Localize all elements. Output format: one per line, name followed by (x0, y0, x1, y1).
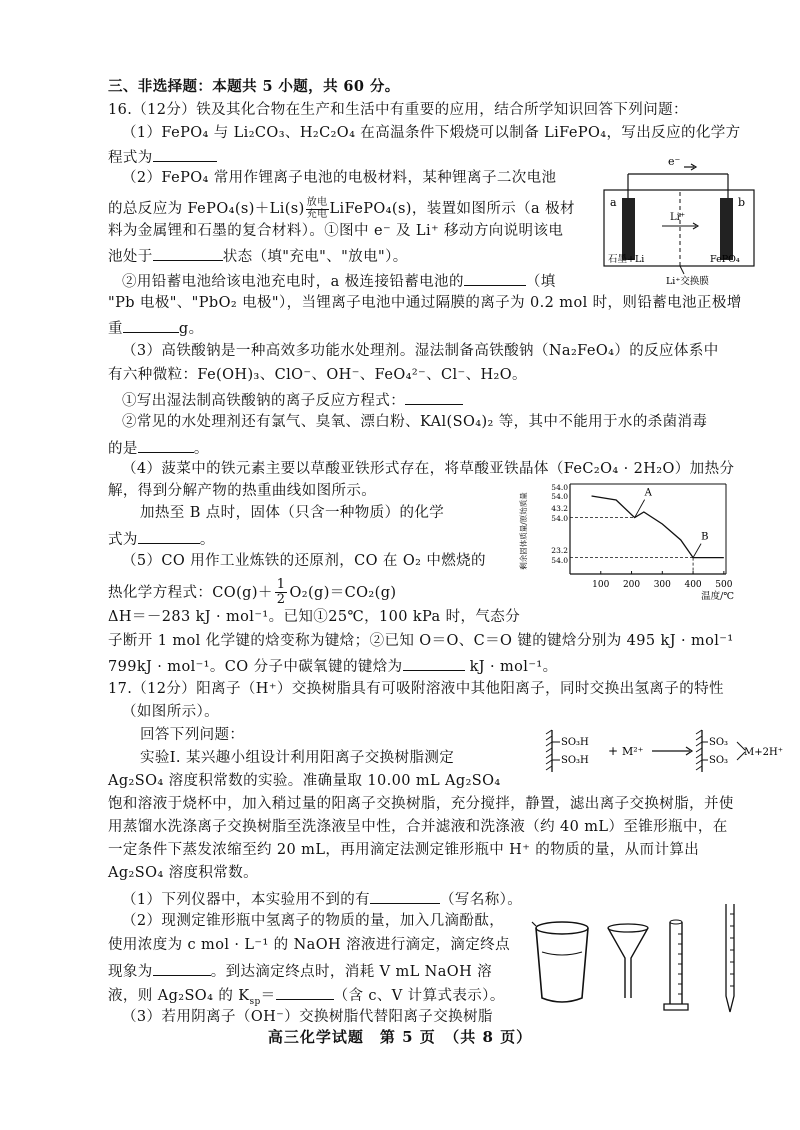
plus-sign: + (608, 744, 619, 758)
answer-blank[interactable] (153, 148, 217, 162)
x-axis-label: 温度/℃ (701, 591, 734, 602)
q16-part3-line3: ①写出湿法制高铁酸钠的离子反应方程式： (122, 391, 463, 409)
q17-sub1: （1）下列仪器中，本实验用不到的有 （写名称）。 (122, 892, 523, 908)
electrode-a-label: a (610, 196, 617, 209)
q16-part1-line2: 程式为 (108, 148, 217, 166)
q16-part2-line4: 池处于 状态（填"充电"、"放电"）。 (108, 249, 408, 265)
q16-part4-line3: 加热至 B 点时，固体（只含一种物质）的化学 (140, 505, 445, 521)
section-header: 三、非选择题：本题共 5 小题，共 60 分。 (108, 78, 400, 95)
point-A-label: A (644, 487, 652, 499)
answer-blank[interactable] (405, 391, 463, 405)
q16-part2-line5: ②用铅蓄电池给该电池充电时，a 极连接铅蓄电池的 （填 (122, 274, 556, 290)
answer-blank[interactable] (370, 890, 440, 904)
q16-part5-line4: 子断开 1 mol 化学键的焓变称为键焓；②已知 O＝O、C＝O 键的键焓分别为 495 kJ · mol⁻¹ (108, 633, 734, 649)
q17-sub2-line4: 液，则 Ag₂SO₄ 的 $K_{sp}=$ （含 c、V 计算式表示）。 (108, 988, 505, 1007)
answer-blank[interactable] (123, 319, 179, 333)
x-tick-label: 300 (653, 580, 671, 590)
product-group-1: SO₃ (709, 737, 729, 748)
q16-part4-line2: 解，得到分解产物的热重曲线如图所示。 (108, 483, 377, 499)
q16-part2-line6: "Pb 电极"、"PbO₂ 电极"），当锂离子电池中通过隔膜的离子为 0.2 mol 时，则铅蓄电池正极增 (108, 295, 742, 311)
y-tick-label: 43.2 (551, 504, 568, 513)
tg-curve (592, 496, 724, 558)
left-material-label: 石墨+Li (608, 254, 645, 265)
q17-sub2-line1: （2）现测定锥形瓶中氢离子的物质的量，加入几滴酚酞， (122, 913, 505, 929)
q17-prompt: 回答下列问题： (140, 727, 245, 743)
q16-stem: 16.（12分）铁及其化合物在生产和生活中有重要的应用，结合所学知识回答下列问题： (108, 102, 688, 118)
beaker-icon (532, 922, 588, 1002)
y-tick-label: 54.0 (551, 556, 568, 565)
q17-sub2-line3: 现象为 。到达滴定终点时，消耗 V mL NaOH 溶 (108, 964, 493, 980)
q16-part4-line4: 式为 。 (108, 532, 215, 548)
reversible-arrow: $\frac{\text{放电}}{\text{充电}}$ (306, 197, 328, 220)
resin-group-2: SO₃H (561, 755, 589, 766)
q17-sub3: （3）若用阴离子（OH⁻）交换树脂代替阳离子交换树脂 (122, 1009, 493, 1025)
y-axis-label: 剩余固体质量/原始质量 (519, 492, 528, 570)
point-B-pointer (693, 544, 701, 558)
pipette-icon (726, 904, 734, 1012)
q17-exp-line1: 实验Ⅰ. 某兴趣小组设计利用阳离子交换树脂测定 (140, 750, 455, 766)
electrode-a (622, 198, 635, 260)
membrane-label: Li⁺交换膜 (666, 276, 709, 287)
q16-part5-line5: 799kJ · mol⁻¹。CO 分子中碳氧键的键焓为 kJ · mol⁻¹。 (108, 659, 558, 675)
point-B-label: B (701, 531, 709, 543)
q16-part2-line2: 的总反应为 FePO₄(s)＋Li(s) $\frac{\text{放电}}{\text{充电}}$ LiFePO₄(s)，装置如图所示（a 极材 (108, 197, 575, 220)
graduated-cylinder-icon (664, 920, 688, 1010)
y-tick-label: 23.2 (551, 546, 568, 555)
y-tick-label: 54.0 (551, 492, 568, 501)
x-tick-label: 400 (684, 580, 702, 590)
q16-part3-line4: ②常见的水处理剂还有氯气、臭氧、漂白粉、KAl(SO₄)₂ 等，其中不能用于水的杀菌消毒 (122, 414, 708, 430)
q16-part5-line2: 热化学方程式：CO(g)＋ $\frac{1}{2}$ O₂(g)＝CO₂(g) (108, 577, 397, 608)
one-half-fraction: $\frac{1}{2}$ (276, 577, 286, 608)
ion-exchange-diagram (540, 726, 785, 780)
answer-blank[interactable] (153, 962, 211, 976)
right-material-label: FePO₄ (710, 254, 740, 265)
q17-sub2-line2: 使用浓度为 c mol · L⁻¹ 的 NaOH 溶液进行滴定，滴定终点 (108, 937, 510, 953)
answer-blank[interactable] (276, 986, 334, 1000)
q17-exp-line6: Ag₂SO₄ 溶度积常数。 (108, 865, 259, 881)
q16-part5-line3: ΔH＝－283 kJ · mol⁻¹。已知①25℃，100 kPa 时，气态分 (108, 609, 521, 625)
q17-exp-line2: Ag₂SO₄ 溶度积常数的实验。准确量取 10.00 mL Ag₂SO₄ (108, 773, 501, 789)
ion-label: Li⁺ (670, 212, 686, 223)
x-tick-label: 100 (592, 580, 610, 590)
resin-group-1: SO₃H (561, 737, 589, 748)
q17-stem-line1: 17.（12分）阳离子（H⁺）交换树脂具有可吸附溶液中其他阳离子，同时交换出氢离子的特性 (108, 681, 724, 697)
q16-part3-line2: 有六种微粒：Fe(OH)₃、ClO⁻、OH⁻、FeO₄²⁻、Cl⁻、H₂O。 (108, 367, 527, 383)
funnel-icon (608, 924, 648, 998)
electrode-b-label: b (738, 196, 746, 209)
battery-diagram (600, 150, 760, 288)
q16-part3-line5: 的是 。 (108, 441, 209, 457)
q16-part5-line1: （5）CO 用作工业炼铁的还原剂，CO 在 O₂ 中燃烧的 (122, 553, 486, 569)
answer-blank[interactable] (138, 530, 200, 544)
product-ions: M+2H⁺ (744, 747, 783, 758)
q17-exp-line4: 用蒸馏水洗涤离子交换树脂至洗涤液呈中性，合并滤液和洗涤液（约 40 mL）至锥形瓶中，在 (108, 819, 728, 835)
page-footer: 高三化学试题 第 5 页 （共 8 页） (267, 1028, 533, 1046)
x-tick-label: 500 (715, 580, 733, 590)
q17-exp-line3: 饱和溶液于烧杯中，加入稍过量的阳离子交换树脂，充分搅拌，静置，滤出离子交换树脂，并使 (108, 796, 734, 812)
y-tick-label: 54.0 (551, 483, 568, 492)
q16-part4-line1: （4）菠菜中的铁元素主要以草酸亚铁形式存在，将草酸亚铁晶体（FeC₂O₄ · 2H₂O）加热分 (122, 461, 735, 477)
q16-part3-line1: （3）高铁酸钠是一种高效多功能水处理剂。湿法制备高铁酸钠（Na₂FeO₄）的反应体系中 (122, 343, 719, 359)
answer-blank[interactable] (138, 439, 194, 453)
electrode-b (720, 198, 733, 260)
q17-stem-line2: （如图所示）。 (122, 704, 220, 720)
answer-blank[interactable] (464, 272, 526, 286)
q16-part1-line1: （1）FePO₄ 与 Li₂CO₃、H₂C₂O₄ 在高温条件下煅烧可以制备 LiFePO₄，写出反应的化学方 (122, 125, 741, 141)
y-tick-label: 54.0 (551, 514, 568, 523)
lab-apparatus (530, 900, 760, 1018)
thermogravimetric-chart (498, 478, 738, 610)
q16-part2-line3: 料为金属锂和石墨的复合材料）。①图中 e⁻ 及 Li⁺ 移动方向说明该电 (108, 223, 564, 239)
answer-blank[interactable] (403, 657, 465, 671)
q16-part2-line7: 重 g。 (108, 321, 204, 337)
electron-label: e⁻ (668, 155, 681, 168)
product-group-2: SO₃ (709, 755, 729, 766)
answer-blank[interactable] (153, 247, 223, 261)
x-tick-label: 200 (622, 580, 641, 590)
q16-part2-line1: （2）FePO₄ 常用作锂离子电池的电极材料，某种锂离子二次电池 (122, 170, 557, 186)
q17-exp-line5: 一定条件下蒸发浓缩至约 20 mL，再用滴定法测定锥形瓶中 H⁺ 的物质的量，从而计算出 (108, 842, 700, 858)
metal-ion: M²⁺ (622, 745, 644, 758)
